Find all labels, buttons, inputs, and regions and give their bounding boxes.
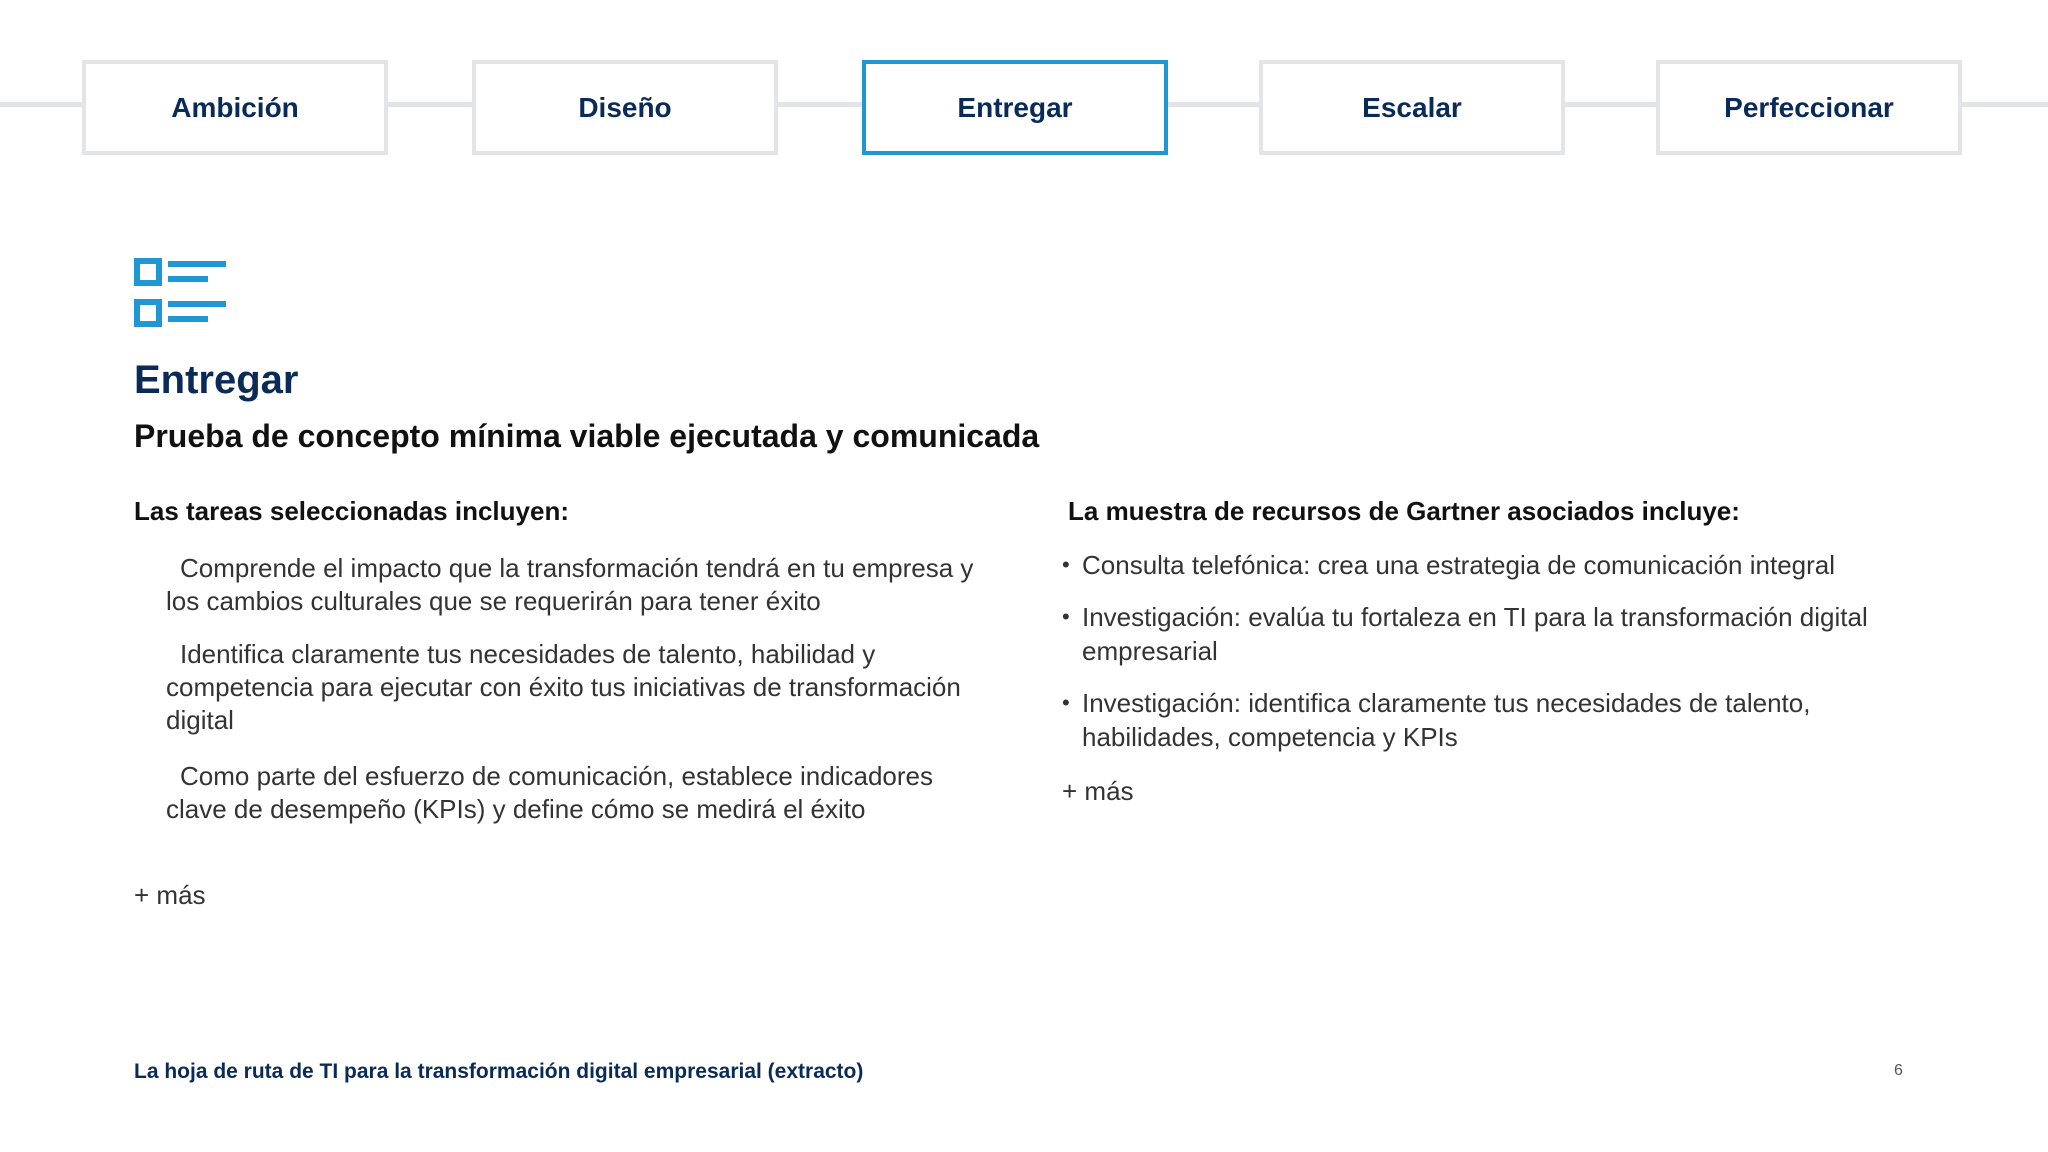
- step-entregar[interactable]: Entregar: [862, 60, 1168, 155]
- step-escalar[interactable]: Escalar: [1259, 60, 1565, 155]
- task-item: Identifica claramente tus necesidades de talento, habilidad y competencia para ejecutar con éxito tus iniciativas de transformación digital: [166, 639, 961, 735]
- resource-item-text: Consulta telefónica: crea una estrategia de comunicación integral: [1082, 550, 1836, 580]
- bullet-icon: •: [1062, 604, 1070, 629]
- resources-heading: La muestra de recursos de Gartner asociados incluye:: [1068, 496, 1740, 526]
- task-item: Comprende el impacto que la transformación tendrá en tu empresa y los cambios culturales que se requerirán para tener éxito: [166, 553, 974, 616]
- page-number: 6: [1894, 1062, 1903, 1079]
- task-item: Como parte del esfuerzo de comunicación, establece indicadores clave de desempeño (KPIs) y define cómo se medirá el éxito: [166, 761, 933, 824]
- resource-item: [1062, 548, 1922, 582]
- step-ambicion[interactable]: Ambición: [82, 60, 388, 155]
- list-icon: [134, 258, 226, 328]
- section-subtitle: Prueba de concepto mínima viable ejecutada y comunicada: [134, 418, 1040, 454]
- bullet-icon: •: [1062, 690, 1070, 715]
- resource-item: [1062, 600, 1922, 668]
- step-perfeccionar[interactable]: Perfeccionar: [1656, 60, 1962, 155]
- bullet-icon: •: [1062, 552, 1070, 577]
- step-diseno[interactable]: Diseño: [472, 60, 778, 155]
- resource-item: [1062, 686, 1922, 754]
- resource-item-text: Investigación: evalúa tu fortaleza en TI para la transformación digital empresarial: [1082, 602, 1868, 666]
- footer-title: La hoja de ruta de TI para la transformación digital empresarial (extracto): [134, 1060, 864, 1083]
- section-title: Entregar: [134, 358, 299, 402]
- resource-item-text: Investigación: identifica claramente tus necesidades de talento, habilidades, competencia y KPIs: [1082, 688, 1811, 752]
- tasks-more-link[interactable]: + más: [134, 880, 206, 910]
- resources-more-link[interactable]: + más: [1062, 776, 1134, 806]
- tasks-heading: Las tareas seleccionadas incluyen:: [134, 496, 569, 526]
